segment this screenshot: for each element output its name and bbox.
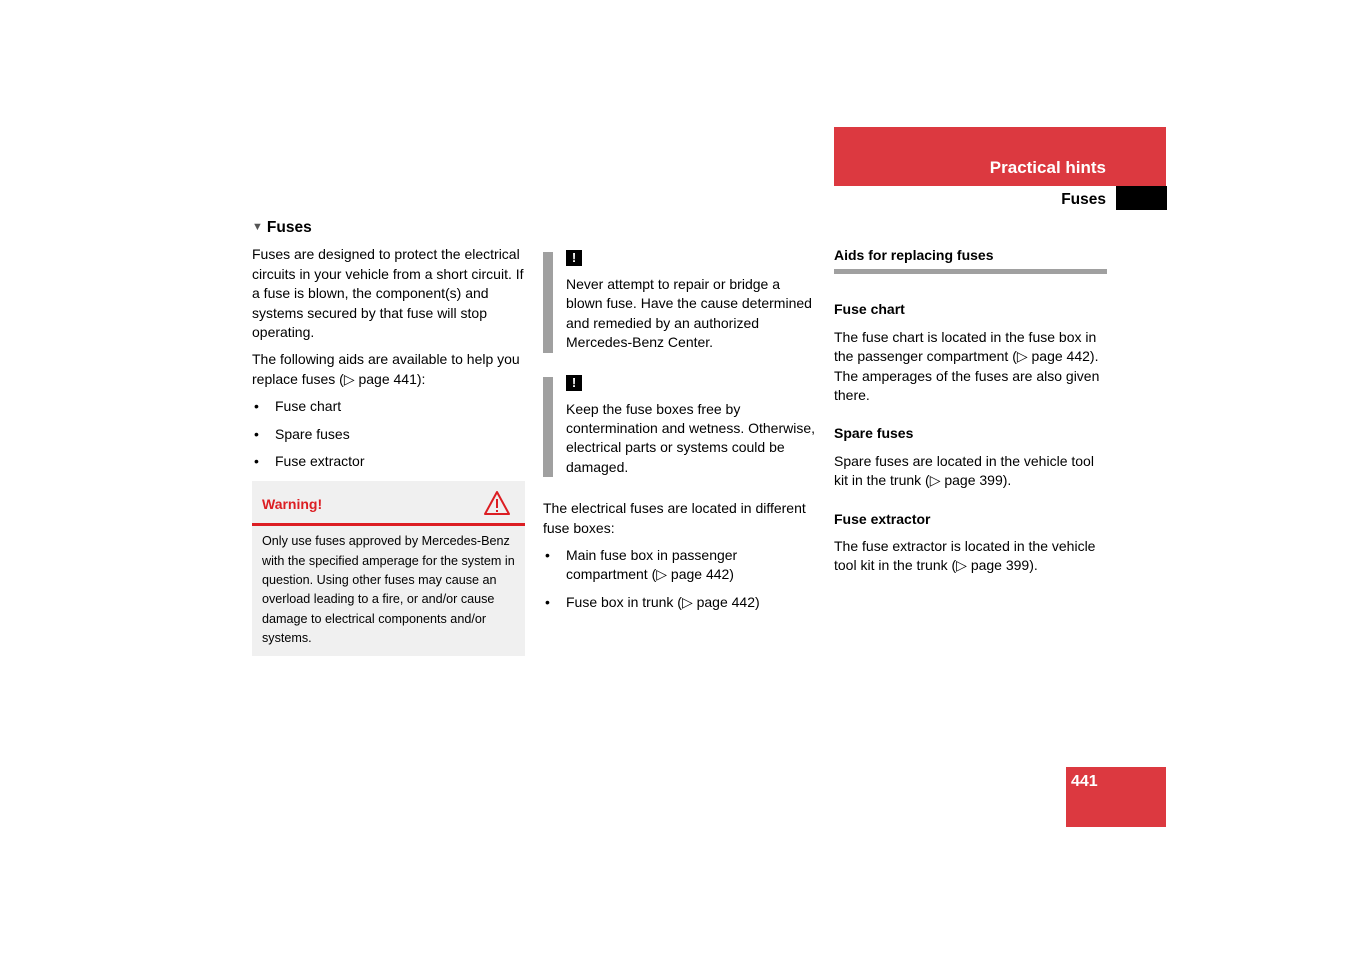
subsection-text: Spare fuses are located in the vehicle tool kit in the trunk (▷ page 399). xyxy=(834,452,1094,489)
intro-paragraph: Fuses are designed to protect the electrical circuits in your vehicle from a short circuit. If a fuse is blown, the component(s) and systems secured by that fuse will stop operating. xyxy=(252,246,524,341)
aids-list xyxy=(252,397,527,471)
left-column xyxy=(252,218,527,656)
list-item: • Fuse chart xyxy=(252,397,527,416)
exclamation-icon: ! xyxy=(566,250,582,266)
chapter-title: Practical hints xyxy=(989,158,1106,177)
subheading: Spare fuses xyxy=(834,425,914,442)
warning-box xyxy=(252,481,525,656)
list-item: • Fuse extractor xyxy=(252,452,527,471)
page-number: 441 xyxy=(1071,773,1098,790)
middle-column xyxy=(543,248,819,620)
right-column xyxy=(834,246,1107,595)
subsection-text: The fuse extractor is located in the vehicle tool kit in the trunk (▷ page 399). xyxy=(834,538,1096,574)
note-text: Keep the fuse boxes free by contermination and wetness. Otherwise, electrical parts or systems could be damaged. xyxy=(566,400,816,475)
exclamation-icon: ! xyxy=(566,375,582,391)
warning-label: Warning! xyxy=(262,496,323,513)
triangle-down-icon: ▼ xyxy=(252,221,263,233)
aids-heading: Aids for replacing fuses xyxy=(834,246,1107,274)
note-bar xyxy=(543,377,553,478)
note-bar xyxy=(543,252,553,353)
list-item: • Fuse box in trunk (▷ page 442) xyxy=(543,593,819,612)
caution-note xyxy=(543,375,819,478)
section-tab-marker xyxy=(1116,186,1167,210)
list-item: • Spare fuses xyxy=(252,425,527,444)
subheading: Fuse extractor xyxy=(834,510,931,527)
list-item: • Main fuse box in passenger compartment (▷ page 442) xyxy=(543,546,819,585)
aids-intro-paragraph: The following aids are available to help you replace fuses (▷ page 441): xyxy=(252,351,520,387)
note-text: Never attempt to repair or bridge a blown fuse. Have the cause determined and remedied by an authorized Mercedes-Benz Center. xyxy=(566,276,812,351)
fuses-heading-text: Fuses xyxy=(266,219,312,236)
fuse-box-list xyxy=(543,546,819,612)
caution-note xyxy=(543,250,819,353)
section-title: Fuses xyxy=(1061,191,1106,208)
fuse-box-paragraph: The electrical fuses are located in different fuse boxes: xyxy=(543,500,806,536)
fuses-heading xyxy=(252,218,527,237)
warning-triangle-icon xyxy=(483,490,511,516)
subsection-text: The fuse chart is located in the fuse box in the passenger compartment (▷ page 442). The amperages of the fuses are also given there. xyxy=(834,328,1100,404)
warning-text: Only use fuses approved by Mercedes-Benz with the specified amperage for the system in question. Using other fuses may cause an overload leading to a fire, or and/or cause damage to electrical components and/or systems. xyxy=(262,534,515,645)
subheading: Fuse chart xyxy=(834,301,905,318)
warning-header xyxy=(252,481,525,526)
